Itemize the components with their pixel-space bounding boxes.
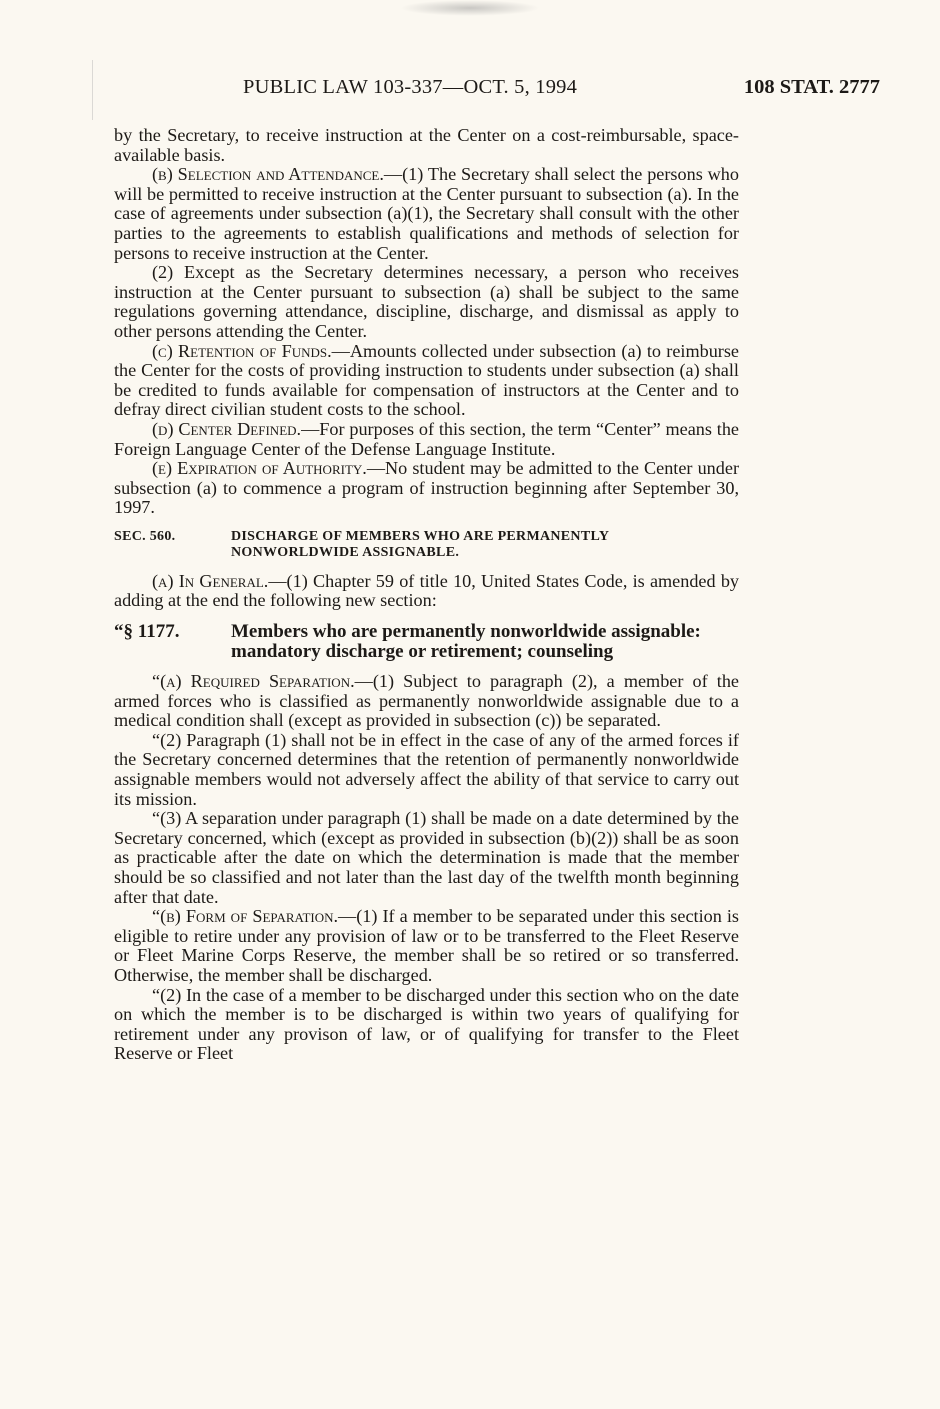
section-heading [114,529,739,562]
paragraph [114,459,739,518]
paragraph [114,572,739,611]
running-header [110,76,880,102]
paragraph [114,263,739,341]
scan-smudge [400,0,540,16]
paragraph-text: —For purposes of this section, the term “Center” means the Foreign Language Center of the Defense Language Institute. [114,418,739,459]
subsection-heading: (d) Center Defined. [152,418,302,439]
section-number: SEC. 560. [114,528,176,544]
code-section-number: “§ 1177. [114,621,180,643]
paragraph [114,907,739,985]
scan-edge-mark [92,60,93,120]
header-title: PUBLIC LAW 103-337—OCT. 5, 1994 [243,76,578,98]
subsection-heading: (a) In General. [152,570,269,591]
subsection-heading: “(b) Form of Separation. [152,906,339,927]
paragraph-text: —No student may be admitted to the Center under subsection (a) to commence a program of instruction beginning after September 30, 1997. [114,458,739,518]
paragraph-text: —(1) Subject to paragraph (2), a member of the armed forces who is classified as permanently nonworldwide assignable due to a medical condition shall (except as provided in subsection (c)) be separated. [114,671,739,731]
paragraph-text: (2) Except as the Secretary determines necessary, a person who receives instruction at the Center pursuant to subsection (a) shall be subject to the same regulations governing attendance, discipline, discharge, and dismissal as apply to other persons attending the Center. [114,262,739,341]
subsection-heading: “(a) Required Separation. [152,671,355,692]
subsection-heading: (e) Expiration of Authority. [152,458,367,479]
subsection-heading: (b) Selection and Attendance. [152,164,384,185]
body-text [114,126,739,1064]
paragraph-text: —(1) Chapter 59 of title 10, United States Code, is amended by adding at the end the following new section: [114,570,740,611]
paragraph [114,126,739,165]
new-code-section-heading [114,622,739,661]
code-section-title: Members who are permanently nonworldwide assignable: mandatory discharge or retirement; counseling [231,621,701,662]
section-title: DISCHARGE OF MEMBERS WHO ARE PERMANENTLY NONWORLDWIDE ASSIGNABLE. [231,528,609,561]
paragraph [114,672,739,731]
paragraph [114,342,739,420]
header-stat-page: 108 STAT. 2777 [743,76,880,98]
paragraph [114,165,739,263]
paragraph-text: —Amounts collected under subsection (a) to reimburse the Center for the costs of providing instruction to students under subsection (a) shall be credited to funds available for compensation of instructors at the Center and to defray direct civilian student costs to the school. [114,340,739,420]
paragraph-text: “(2) Paragraph (1) shall not be in effect in the case of any of the armed forces if the Secretary concerned determines that the retention of permanently nonworldwide assignable members would not adversely affect the ability of that service to carry out its mission. [114,729,739,809]
paragraph-text: —(1) The Secretary shall select the persons who will be permitted to receive instruction at the Center pursuant to subsection (a). In the case of agreements under subsection (a)(1), the Secretary shall consult with the other parties to the agreements to establish qualifications and methods of selection for persons to receive instruction at the Center. [114,164,739,263]
paragraph [114,809,739,907]
paragraph [114,731,739,809]
paragraph-text: “(3) A separation under paragraph (1) shall be made on a date determined by the Secretary concerned, which (except as provided in subsection (b)(2)) shall be as soon as practicable after the date on which the determination is made that the member should be so classified and not later than the last day of the twelfth month beginning after that date. [114,808,739,907]
paragraph [114,420,739,459]
paragraph [114,986,739,1064]
paragraph-text: —(1) If a member to be separated under this section is eligible to retire under any provision of law or to be transferred to the Fleet Reserve or Fleet Marine Corps Reserve, the member shall be so retired or so transferred. Otherwise, the member shall be discharged. [114,906,739,985]
subsection-heading: (c) Retention of Funds. [152,340,332,361]
paragraph-text: “(2) In the case of a member to be discharged under this section who on the date on which the member is to be discharged is within two years of qualifying for retirement under any provison of law, or of qualifying for transfer to the Fleet Reserve or Fleet [114,984,739,1064]
paragraph-text: by the Secretary, to receive instruction at the Center on a cost-reimbursable, space-available basis. [114,125,739,165]
